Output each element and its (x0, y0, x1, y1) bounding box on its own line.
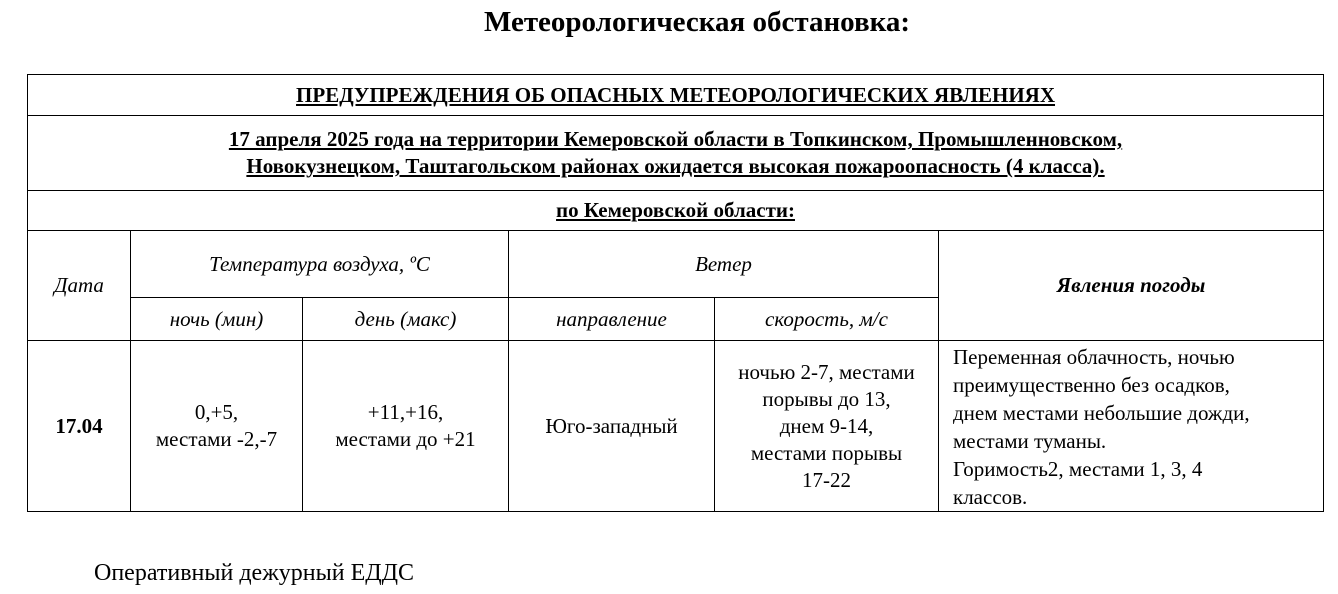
column-wind-direction-header: направление (509, 298, 715, 341)
cell-wind-speed-line: местами порывы (750, 440, 903, 465)
warning-text-line-1: 17 апреля 2025 года на территории Кемеровской области в Топкинском, Промышленновском, (228, 127, 1123, 151)
cell-phenomena-line: Горимость2, местами 1, 3, 4 (953, 457, 1203, 481)
cell-wind-direction: Юго-западный (509, 341, 715, 512)
cell-phenomena-line: Переменная облачность, ночью (953, 345, 1235, 369)
cell-phenomena-line: днем местами небольшие дожди, (953, 401, 1250, 425)
cell-phenomena-line: местами туманы. (953, 429, 1107, 453)
column-wind-header: Ветер (509, 231, 939, 298)
warning-text-row (28, 116, 1324, 191)
cell-date: 17.04 (28, 341, 131, 512)
duty-officer-label: Оперативный дежурный ЕДДС (94, 560, 415, 586)
column-date-header: Дата (28, 231, 131, 341)
column-phenomena-header: Явления погоды (939, 231, 1324, 341)
cell-wind-speed (715, 341, 939, 512)
cell-wind-speed-line: порывы до 13, (762, 386, 891, 411)
cell-temp-night-line: 0,+5, (194, 400, 239, 424)
cell-temp-day-line: +11,+16, (367, 400, 444, 424)
cell-wind-speed-line: 17-22 (802, 467, 851, 492)
cell-phenomena-line: преимущественно без осадков, (953, 373, 1230, 397)
cell-temp-night-line: местами -2,-7 (155, 427, 278, 451)
region-header: по Кемеровской области: (28, 191, 1324, 231)
column-wind-speed-header: скорость, м/с (715, 298, 939, 341)
cell-phenomena-line: классов. (953, 485, 1028, 509)
column-header-row (28, 231, 1324, 298)
cell-temp-day (303, 341, 509, 512)
column-temperature-header: Температура воздуха, ºС (131, 231, 509, 298)
warnings-header-row (28, 75, 1324, 116)
cell-phenomena (939, 341, 1324, 512)
cell-wind-speed-line: днем 9-14, (779, 413, 874, 438)
table-row (28, 341, 1324, 512)
weather-table (27, 74, 1324, 512)
warning-text-line-2: Новокузнецком, Таштагольском районах ожидается высокая пожароопасность (4 класса). (246, 154, 1105, 178)
cell-temp-night (131, 341, 303, 512)
warning-text (28, 116, 1324, 191)
column-temp-day-header: день (макс) (303, 298, 509, 341)
cell-temp-day-line: местами до +21 (335, 427, 476, 451)
warnings-header: ПРЕДУПРЕЖДЕНИЯ ОБ ОПАСНЫХ МЕТЕОРОЛОГИЧЕСКИХ ЯВЛЕНИЯХ (28, 75, 1324, 116)
region-header-row (28, 191, 1324, 231)
cell-wind-speed-line: ночью 2-7, местами (738, 359, 915, 384)
column-temp-night-header: ночь (мин) (131, 298, 303, 341)
page-title: Метеорологическая обстановка: (483, 6, 911, 38)
